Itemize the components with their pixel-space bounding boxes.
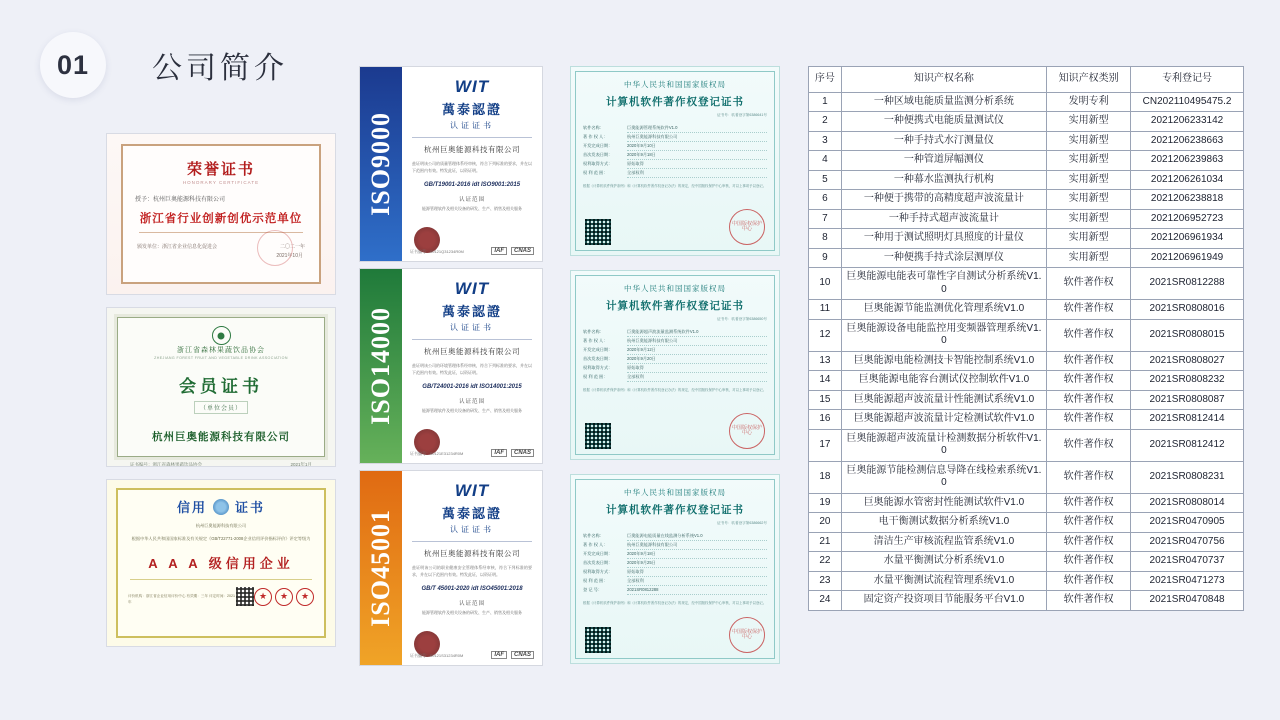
iso-scope-label: 认证范围 — [458, 600, 485, 607]
table-row — [809, 429, 1244, 461]
cell-index: 10 — [809, 268, 842, 300]
iso-standard: GB/T 45001-2020 idt ISO45001:2018 — [421, 585, 523, 592]
association-emblem-icon — [212, 326, 231, 345]
cell-type: 软件著作权 — [1047, 390, 1131, 410]
iso45001-certificate — [359, 470, 543, 666]
field-value: 2020年9月12日 — [627, 346, 767, 355]
cell-type: 软件著作权 — [1047, 371, 1131, 391]
table-row — [809, 461, 1244, 493]
field-label: 软件名称： — [583, 329, 604, 334]
cell-name: 一种区域电能质量监测分析系统 — [841, 92, 1046, 112]
software-copyright-certificate — [570, 474, 780, 664]
wit-logo: WIT — [454, 481, 490, 500]
cell-number: 2021206239863 — [1131, 151, 1244, 171]
table-row — [809, 229, 1244, 249]
field-label: 著 作 权 人： — [583, 337, 608, 343]
field-label: 权利取得方式： — [583, 160, 613, 166]
cell-number: 2021206961949 — [1131, 248, 1244, 268]
cell-index: 3 — [809, 131, 842, 151]
copyright-note: 根据《计算机软件保护条例》和《计算机软件著作权登记办法》的规定，经中国版权保护中心审核，对以上事项予以登记。 — [583, 387, 767, 392]
copyright-title: 计算机软件著作权登记证书 — [606, 300, 744, 312]
copyright-authority: 中华人民共和国国家版权局 — [624, 284, 726, 293]
cell-index: 8 — [809, 229, 842, 249]
table-row — [809, 532, 1244, 552]
honor-title: 荣誉证书 — [186, 161, 255, 178]
cell-number: 2021SR0470737 — [1131, 552, 1244, 572]
cell-index: 4 — [809, 151, 842, 171]
red-seal-icon — [257, 230, 293, 266]
credit-title-right: 证书 — [235, 500, 266, 515]
wit-name-cn: 萬泰認證 — [441, 102, 502, 117]
cell-name: 水量平衡测试流程管理系统V1.0 — [841, 571, 1046, 591]
official-seal-icon: 中国版权保护中心 — [729, 617, 765, 653]
cell-index: 22 — [809, 552, 842, 572]
credit-divider — [130, 579, 312, 580]
cell-index: 17 — [809, 429, 842, 461]
certificate-column-left — [106, 133, 336, 647]
intellectual-property-table — [808, 66, 1244, 611]
field-label: 著 作 权 人： — [583, 133, 608, 139]
cell-type: 实用新型 — [1047, 131, 1131, 151]
cell-name: 巨奥能源电能检测技卡智能控制系统V1.0 — [841, 351, 1046, 371]
table-row — [809, 248, 1244, 268]
cell-number: 2021SR0470756 — [1131, 532, 1244, 552]
credit-company: 杭州巨奥能源科技有限公司 — [195, 523, 247, 528]
column-header-name: 知识产权名称 — [841, 67, 1046, 93]
copyright-fields — [583, 328, 767, 382]
honor-year: 二〇二一年 — [279, 244, 305, 250]
iso-scope-text: 能源管理软件及相关设备的研发、生产、销售及相关服务 — [422, 205, 522, 211]
table-row — [809, 131, 1244, 151]
field-value: 2020年9月18日 — [627, 550, 767, 559]
field-value: 原始取得 — [627, 364, 767, 373]
cell-type: 软件著作权 — [1047, 532, 1131, 552]
table-row — [809, 390, 1244, 410]
member-association-en: ZHEJIANG FOREST FRUIT AND VEGETABLE DRINK ASSOCIATION — [154, 356, 288, 360]
iso-standard: GB/T24001-2016 idt ISO14001:2015 — [422, 383, 522, 390]
cell-type: 实用新型 — [1047, 209, 1131, 229]
table-row — [809, 552, 1244, 572]
cell-number: 2021206961934 — [1131, 229, 1244, 249]
cell-type: 发明专利 — [1047, 92, 1131, 112]
cell-number: 2021SR0808016 — [1131, 300, 1244, 320]
cell-index: 13 — [809, 351, 842, 371]
cell-name: 巨奥能源超声波流量计性能测试系统V1.0 — [841, 390, 1046, 410]
field-label: 权利取得方式： — [583, 568, 613, 574]
honor-recipient-line: 授予：杭州巨奥能源科技有限公司 — [135, 197, 226, 203]
cell-name: 巨奥能源节能监测优化管理系统V1.0 — [841, 300, 1046, 320]
iaf-icon: IAF — [491, 651, 507, 659]
iaf-icon: IAF — [491, 247, 507, 255]
cell-number: 2021206233142 — [1131, 112, 1244, 132]
cell-index: 2 — [809, 112, 842, 132]
iso-side-band — [360, 67, 402, 261]
star-icon: ★ — [296, 588, 314, 606]
copyright-authority: 中华人民共和国国家版权局 — [624, 488, 726, 497]
field-value: 巨奥能源电能质量在线监测分析系统V1.0 — [627, 532, 767, 541]
wit-cert-label: 认证证书 — [450, 525, 494, 534]
credit-stars — [254, 588, 314, 606]
cell-type: 实用新型 — [1047, 190, 1131, 210]
cell-type: 软件著作权 — [1047, 268, 1131, 300]
iso-scope-label: 认证范围 — [458, 196, 485, 203]
field-label: 权利取得方式： — [583, 364, 613, 370]
cell-type: 软件著作权 — [1047, 351, 1131, 371]
table-row — [809, 319, 1244, 351]
iso-statement: 兹证明该公司的环境管理体系经审核，符合下列标准的要求，并在以下范围内有效。特发此证，以资证明。 — [412, 363, 532, 375]
cell-number: 2021SR0471273 — [1131, 571, 1244, 591]
cell-type: 实用新型 — [1047, 151, 1131, 171]
iso-cert-number: 证书编号：00121E31234R0M — [410, 451, 464, 456]
wit-cert-label: 认证证书 — [450, 323, 494, 332]
cell-name: 一种幕水监测执行机构 — [841, 170, 1046, 190]
member-certificate — [106, 307, 336, 467]
field-value: 原始取得 — [627, 160, 767, 169]
field-value: 2020年9月20日 — [627, 355, 767, 364]
cell-name: 电干衡测试数据分析系统V1.0 — [841, 513, 1046, 533]
iso-scope-text: 能源管理软件及相关设备的研发、生产、销售及相关服务 — [422, 407, 522, 413]
field-value: 巨奥能源管理系统软件V1.0 — [627, 124, 767, 133]
cell-number: CN202110495475.2 — [1131, 92, 1244, 112]
star-icon: ★ — [275, 588, 293, 606]
copyright-note: 根据《计算机软件保护条例》和《计算机软件著作权登记办法》的规定，经中国版权保护中心审核，对以上事项予以登记。 — [583, 183, 767, 188]
cell-number: 2021SR0808015 — [1131, 319, 1244, 351]
honor-award-text: 浙江省行业创新创优示范单位 — [139, 213, 303, 225]
field-value: 杭州巨奥能源科技有限公司 — [627, 133, 767, 142]
wit-divider — [412, 339, 532, 340]
wit-logo: WIT — [454, 77, 490, 96]
field-label: 著 作 权 人： — [583, 541, 608, 547]
copyright-fields — [583, 124, 767, 178]
cell-index: 9 — [809, 248, 842, 268]
field-label: 开发完成日期： — [583, 142, 613, 148]
credit-certificate — [106, 479, 336, 647]
cell-index: 21 — [809, 532, 842, 552]
cell-type: 软件著作权 — [1047, 513, 1131, 533]
cell-name: 巨奥能源超声波流量计检测数据分析软件V1.0 — [841, 429, 1046, 461]
qr-code-icon — [236, 587, 254, 606]
column-header-number: 专利登记号 — [1131, 67, 1244, 93]
table-body — [809, 92, 1244, 610]
credit-details: 评价机构：浙江省企业信用评价中心 有效期：三年 评定时间：2021年 — [128, 594, 236, 604]
iso-standard-band-label: ISO9000 — [366, 112, 395, 216]
qr-code-icon — [585, 219, 611, 245]
cell-index: 20 — [809, 513, 842, 533]
table-row — [809, 513, 1244, 533]
iso-scope-text: 能源管理软件及相关设备的研发、生产、销售及相关服务 — [422, 609, 522, 615]
software-copyright-certificate — [570, 66, 780, 256]
slide-header — [40, 32, 288, 98]
iso-standard-band-label: ISO45001 — [366, 509, 395, 627]
cell-index: 23 — [809, 571, 842, 591]
table-row — [809, 151, 1244, 171]
field-label: 权 利 范 围： — [583, 169, 608, 175]
cell-type: 软件著作权 — [1047, 552, 1131, 572]
official-seal-icon: 中国版权保护中心 — [729, 209, 765, 245]
cell-index: 6 — [809, 190, 842, 210]
iso-cert-number: 证书编号：00121Q31234R0M — [410, 249, 464, 254]
cell-name: 一种便于携带的高精度超声波流量计 — [841, 190, 1046, 210]
cell-type: 软件著作权 — [1047, 300, 1131, 320]
cell-index: 5 — [809, 170, 842, 190]
wit-logo: WIT — [454, 279, 490, 298]
table-header-row — [809, 67, 1244, 93]
page-title: 公司简介 — [152, 52, 288, 85]
cell-index: 1 — [809, 92, 842, 112]
cell-number: 2021SR0808087 — [1131, 390, 1244, 410]
iaf-icon: IAF — [491, 449, 507, 457]
field-value: 全部权利 — [627, 577, 767, 586]
cell-number: 2021SR0812288 — [1131, 268, 1244, 300]
field-value: 全部权利 — [627, 373, 767, 382]
field-label: 权 利 范 围： — [583, 373, 608, 379]
cell-name: 清洁生产审核流程监管系统V1.0 — [841, 532, 1046, 552]
wit-divider — [412, 541, 532, 542]
table-row — [809, 371, 1244, 391]
iso-side-band — [360, 471, 402, 665]
honor-title-en: HONORARY CERTIFICATE — [182, 180, 260, 185]
iso-standard-band-label: ISO14000 — [366, 307, 395, 425]
table-row — [809, 571, 1244, 591]
table-row — [809, 92, 1244, 112]
star-icon: ★ — [254, 588, 272, 606]
field-label: 开发完成日期： — [583, 346, 613, 352]
table-row — [809, 190, 1244, 210]
member-title: 会员证书 — [179, 377, 263, 396]
copyright-note: 根据《计算机软件保护条例》和《计算机软件著作权登记办法》的规定，经中国版权保护中心审核，对以上事项予以登记。 — [583, 600, 767, 605]
cell-name: 水量平衡测试分析系统V1.0 — [841, 552, 1046, 572]
table-row — [809, 591, 1244, 611]
field-label: 软件名称： — [583, 125, 604, 130]
cnas-icon: CNAS — [511, 247, 534, 255]
software-copyright-certificate — [570, 270, 780, 460]
wit-cert-label: 认证证书 — [450, 121, 494, 130]
cell-name: 巨奥能源设备电能监控用变频器管理系统V1.0 — [841, 319, 1046, 351]
field-label: 首次发表日期： — [583, 559, 613, 565]
iso-standard: GB/T19001-2016 idt ISO9001:2015 — [423, 181, 521, 188]
cell-index: 7 — [809, 209, 842, 229]
field-label: 首次发表日期： — [583, 355, 613, 361]
cell-number: 2021SR0808027 — [1131, 351, 1244, 371]
field-value: 2020年9月18日 — [627, 151, 767, 160]
cell-type: 实用新型 — [1047, 248, 1131, 268]
field-value: 原始取得 — [627, 568, 767, 577]
cell-number: 2021206238818 — [1131, 190, 1244, 210]
wit-name-cn: 萬泰認證 — [441, 304, 502, 319]
field-value: 全部权利 — [627, 169, 767, 178]
copyright-certificate-column — [570, 66, 780, 678]
credit-grade: A A A 级信用企业 — [148, 555, 294, 571]
table-row — [809, 300, 1244, 320]
copyright-number: 证书号：软著登字第6386662号 — [717, 521, 767, 525]
copyright-number: 证书号：软著登字第6386650号 — [717, 317, 767, 321]
column-header-index: 序号 — [809, 67, 842, 93]
iso-scope-label: 认证范围 — [458, 398, 485, 405]
cell-name: 巨奥能源电能表可靠性字自测试分析系统V1.0 — [841, 268, 1046, 300]
cnas-icon: CNAS — [511, 449, 534, 457]
cell-name: 巨奥能源节能检测信息导降在线检索系统V1.0 — [841, 461, 1046, 493]
cell-index: 19 — [809, 493, 842, 513]
table-row — [809, 209, 1244, 229]
field-value: 2020年9月25日 — [627, 559, 767, 568]
cell-number: 2021SR0470905 — [1131, 513, 1244, 533]
section-number-badge: 01 — [40, 32, 106, 98]
table-row — [809, 170, 1244, 190]
field-value: 巨奥能源超声波流量监测系统软件V1.0 — [627, 328, 767, 337]
iso9000-certificate — [359, 66, 543, 262]
cnas-icon: CNAS — [511, 651, 534, 659]
cell-type: 软件著作权 — [1047, 319, 1131, 351]
cell-number: 2021206261034 — [1131, 170, 1244, 190]
cell-index: 18 — [809, 461, 842, 493]
cell-number: 2021SR0470848 — [1131, 591, 1244, 611]
iso-cert-number: 证书编号：00121S31234R0M — [410, 653, 464, 658]
cell-number: 2021SR0812412 — [1131, 429, 1244, 461]
cell-name: 一种用于测试照明灯具照度的计量仪 — [841, 229, 1046, 249]
cell-name: 一种便携手持式涂层测厚仪 — [841, 248, 1046, 268]
cell-index: 11 — [809, 300, 842, 320]
table-row — [809, 112, 1244, 132]
copyright-fields — [583, 532, 767, 595]
honor-date: 2021年10月 — [276, 253, 303, 259]
cell-name: 一种管道屏幅测仪 — [841, 151, 1046, 171]
accreditation-marks — [491, 449, 534, 457]
cell-type: 软件著作权 — [1047, 410, 1131, 430]
intellectual-property-table-wrapper — [808, 66, 1244, 611]
field-label: 开发完成日期： — [583, 550, 613, 556]
cell-number: 2021SR0808231 — [1131, 461, 1244, 493]
cell-number: 2021206238663 — [1131, 131, 1244, 151]
field-value: 2021SR0812288 — [627, 586, 767, 595]
qr-code-icon — [585, 627, 611, 653]
cell-number: 2021SR0808014 — [1131, 493, 1244, 513]
field-label: 登 记 号： — [583, 586, 603, 592]
cell-type: 软件著作权 — [1047, 591, 1131, 611]
iso-certificate-column — [359, 66, 543, 672]
honor-certificate — [106, 133, 336, 295]
cell-number: 2021SR0812414 — [1131, 410, 1244, 430]
cell-name: 一种手持式水汀测量仪 — [841, 131, 1046, 151]
cell-name: 固定资产投资项目节能服务平台V1.0 — [841, 591, 1046, 611]
iso14000-certificate — [359, 268, 543, 464]
credit-title-left: 信用 — [176, 500, 207, 515]
cell-index: 24 — [809, 591, 842, 611]
accreditation-marks — [491, 651, 534, 659]
cell-index: 15 — [809, 390, 842, 410]
credit-emblem-icon — [213, 499, 229, 515]
copyright-title: 计算机软件著作权登记证书 — [606, 96, 744, 108]
iso-company: 杭州巨奥能源科技有限公司 — [424, 549, 520, 558]
member-cert-number: 证书编号：浙江省森林果蔬饮品协会 — [130, 462, 202, 467]
cell-type: 软件著作权 — [1047, 571, 1131, 591]
honor-issuer: 颁发单位：浙江省企业信息化促进会 — [137, 244, 218, 250]
accreditation-marks — [491, 247, 534, 255]
field-label: 软件名称： — [583, 533, 604, 538]
member-unit-label: （单位会员） — [194, 401, 248, 414]
cell-number: 2021SR0808232 — [1131, 371, 1244, 391]
field-value: 2020年9月10日 — [627, 142, 767, 151]
cell-name: 巨奥能源超声波流量计定检测试软件V1.0 — [841, 410, 1046, 430]
member-association: 浙江省森林果蔬饮品协会 — [177, 347, 265, 354]
field-value: 杭州巨奥能源科技有限公司 — [627, 337, 767, 346]
field-label: 权 利 范 围： — [583, 577, 608, 583]
member-date: 2021年1月 — [290, 462, 312, 467]
table-row — [809, 410, 1244, 430]
cell-name: 巨奥能源电能容台测试仪控制软件V1.0 — [841, 371, 1046, 391]
cell-name: 一种手持式超声波流量计 — [841, 209, 1046, 229]
cell-index: 14 — [809, 371, 842, 391]
wit-divider — [412, 137, 532, 138]
cell-index: 16 — [809, 410, 842, 430]
qr-code-icon — [585, 423, 611, 449]
cell-type: 实用新型 — [1047, 229, 1131, 249]
column-header-type: 知识产权类别 — [1047, 67, 1131, 93]
official-seal-icon: 中国版权保护中心 — [729, 413, 765, 449]
cell-type: 实用新型 — [1047, 170, 1131, 190]
table-row — [809, 493, 1244, 513]
table-row — [809, 268, 1244, 300]
iso-statement: 兹证明该公司的质量管理体系经审核，符合下列标准的要求，并在以下范围内有效。特发此证，以资证明。 — [412, 161, 532, 173]
iso-statement: 兹证明该公司的职业健康安全管理体系经审核，符合下列标准的要求，并在以下范围内有效。特发此证，以资证明。 — [412, 565, 532, 577]
wit-name-cn: 萬泰認證 — [441, 506, 502, 521]
cell-name: 一种便携式电能质量测试仪 — [841, 112, 1046, 132]
copyright-authority: 中华人民共和国国家版权局 — [624, 80, 726, 89]
table-row — [809, 351, 1244, 371]
cell-type: 软件著作权 — [1047, 429, 1131, 461]
cell-number: 2021206952723 — [1131, 209, 1244, 229]
cell-type: 软件著作权 — [1047, 461, 1131, 493]
cell-index: 12 — [809, 319, 842, 351]
cell-name: 巨奥能源水管密封性能测试软件V1.0 — [841, 493, 1046, 513]
member-company: 杭州巨奥能源科技有限公司 — [152, 431, 290, 443]
credit-standard-note: 根据中华人民共和国国家标准及有关规定《GB/T22771-2008企业信用评价指标评价》评定等级为 — [131, 536, 311, 542]
copyright-title: 计算机软件著作权登记证书 — [606, 504, 744, 516]
copyright-number: 证书号：软著登字第6386641号 — [717, 113, 767, 117]
cell-type: 实用新型 — [1047, 112, 1131, 132]
iso-side-band — [360, 269, 402, 463]
iso-company: 杭州巨奥能源科技有限公司 — [424, 145, 520, 154]
cell-type: 软件著作权 — [1047, 493, 1131, 513]
field-value: 杭州巨奥能源科技有限公司 — [627, 541, 767, 550]
field-label: 首次发表日期： — [583, 151, 613, 157]
iso-company: 杭州巨奥能源科技有限公司 — [424, 347, 520, 356]
